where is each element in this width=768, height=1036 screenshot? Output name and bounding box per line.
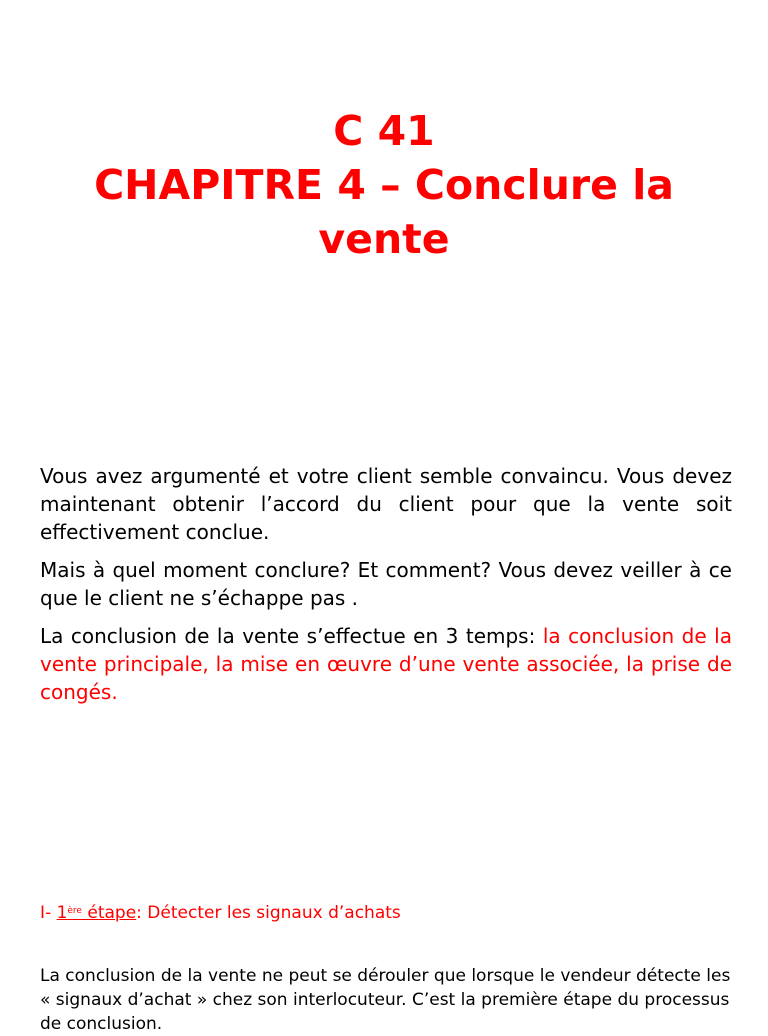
intro-section [40, 462, 732, 716]
step-title: : Détecter les signaux d’achats [136, 903, 401, 923]
step-number [57, 903, 137, 923]
paragraph-signals: La conclusion de la vente ne peut se dérouler que lorsque le vendeur détecte les « signaux d’achat » chez son interlocuteur. C’est la première étape du processus de conclusion. [40, 966, 731, 1034]
step-word: étape [81, 903, 137, 923]
step-heading [40, 901, 401, 925]
title-line-chapter: CHAPITRE 4 – Conclure la [94, 161, 674, 209]
document-title [0, 104, 768, 266]
step-prefix: I- [40, 903, 57, 923]
three-steps-intro: La conclusion de la vente s’effectue en 3 temps: [40, 624, 543, 648]
three-steps-highlight: la conclusion de la vente principale, la mise en œuvre d’une vente associée, la prise de congés. [40, 624, 732, 704]
paragraph-intro: Vous avez argumenté et votre client semble convaincu. Vous devez maintenant obtenir l’accord du client pour que la vente soit effectivement conclue. [40, 464, 732, 544]
title-line-topic: vente [318, 215, 450, 263]
paragraph-question: Mais à quel moment conclure? Et comment? Vous devez veiller à ce que le client ne s’échappe pas . [40, 558, 732, 610]
paragraph-three-steps [40, 622, 732, 706]
step-superscript: ère [67, 906, 82, 916]
title-line-code: C 41 [333, 107, 435, 155]
step-number-digit: 1 [56, 903, 68, 923]
